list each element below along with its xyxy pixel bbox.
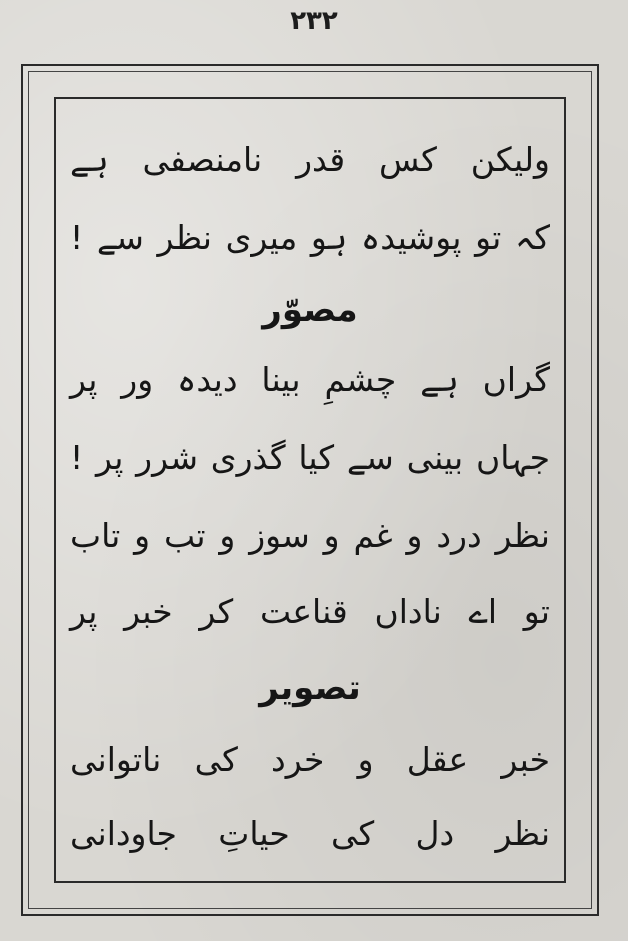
poem-line-6: تو اے ناداں قناعت کر خبر پر — [70, 592, 550, 631]
poem-line-1: ولیکن کس قدر نامنصفی ہے — [70, 140, 550, 179]
poem-line-7: خبر عقل و خرد کی ناتوانی — [70, 740, 550, 779]
poem-line-2: کہ تو پوشیدہ ہو میری نظر سے ! — [70, 218, 550, 257]
poem-text-block — [70, 120, 550, 860]
poem-line-8: نظر دل کی حیاتِ جاودانی — [70, 814, 550, 853]
poem-line-5: نظر درد و غم و سوز و تب و تاب — [70, 516, 550, 555]
poem-line-3: گراں ہے چشمِ بینا دیدہ ور پر — [70, 360, 550, 399]
poem-line-4: جہاں بینی سے کیا گذری شرر پر ! — [70, 438, 550, 477]
section-heading-musawwir: مصوّر — [262, 290, 358, 330]
section-heading-tasveer: تصویر — [259, 668, 361, 708]
page-number: ۲۳۲ — [290, 6, 338, 36]
